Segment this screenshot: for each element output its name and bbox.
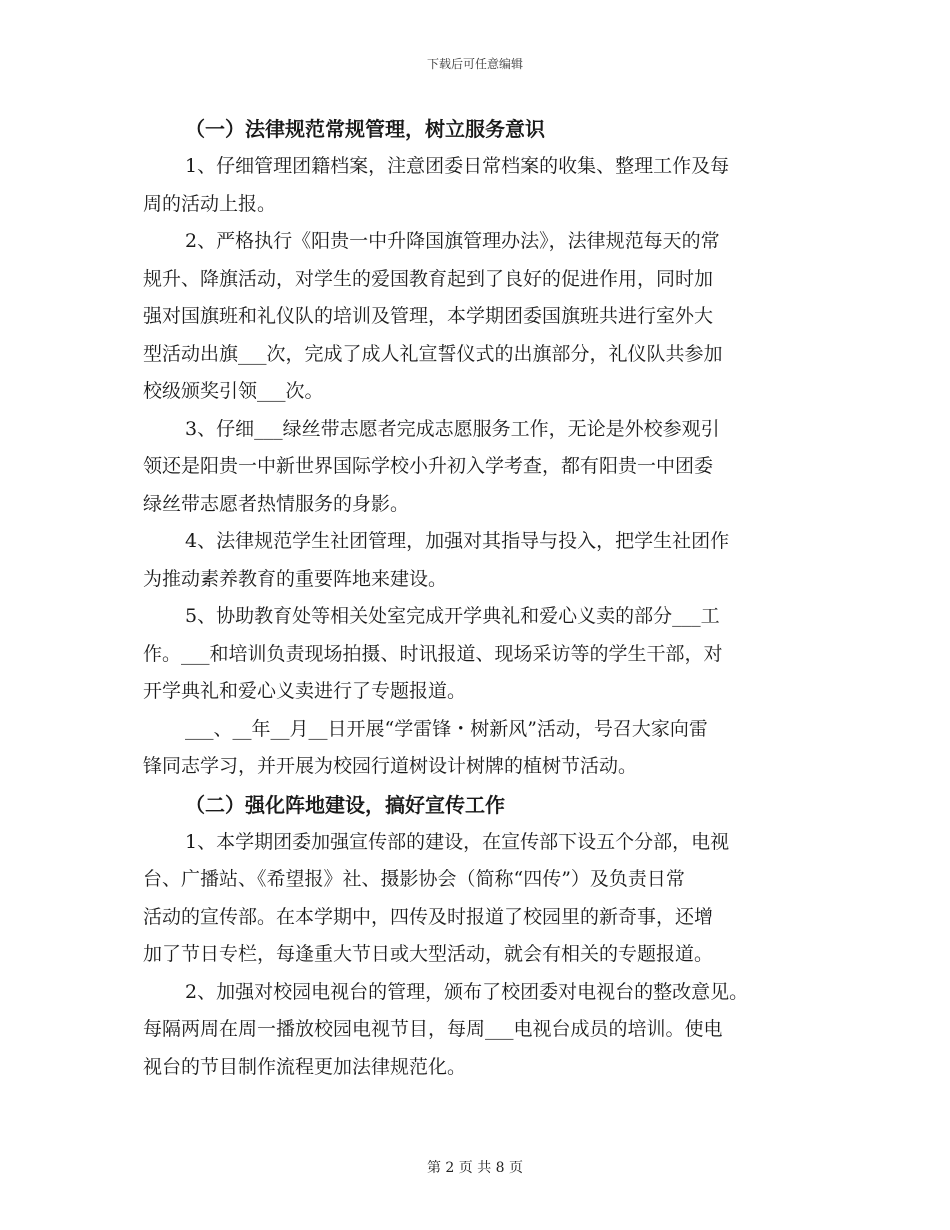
paragraph-line: 5、协助教育处等相关处室完成开学典礼和爱心义卖的部分___工 [185, 605, 720, 627]
paragraph-line: 视台的节目制作流程更加法律规范化。 [143, 1055, 467, 1078]
page-header: 下载后可任意编辑 [426, 57, 523, 71]
paragraph-line: 强对国旗班和礼仪队的培训及管理，本学期团委国旗班共进行室外大 [143, 305, 714, 327]
paragraph-line: 2、严格执行《阳贵一中升降国旗管理办法》，法律规范每天的常 [185, 230, 720, 252]
paragraph-line: 为推动素养教育的重要阵地来建设。 [143, 567, 448, 590]
paragraph [143, 411, 823, 524]
paragraph-line: 2、加强对校园电视台的管理，颁布了校团委对电视台的整改意见。 [185, 980, 749, 1003]
paragraph [143, 824, 823, 974]
paragraph [143, 711, 823, 786]
section-heading-2: （二）强化阵地建设，搞好宣传工作 [185, 792, 505, 817]
paragraph-line: 型活动出旗___次，完成了成人礼宣誓仪式的出旗部分，礼仪队共参加 [143, 342, 723, 365]
paragraph [143, 148, 823, 223]
document-body [143, 110, 823, 1086]
paragraph [143, 223, 823, 411]
paragraph-line: 绿丝带志愿者热情服务的身影。 [143, 492, 410, 515]
paragraph-line: 锋同志学习，并开展为校园行道树设计树牌的植树节活动。 [143, 755, 638, 777]
paragraph-line: 校级颁奖引领___次。 [143, 380, 324, 402]
paragraph-line: 规升、降旗活动，对学生的爱国教育起到了良好的促进作用，同时加 [143, 267, 714, 290]
paragraph-line: 1、本学期团委加强宣传部的建设，在宣传部下设五个分部，电视 [185, 830, 730, 853]
paragraph-line: 加了节日专栏，每逢重大节日或大型活动，就会有相关的专题报道。 [143, 943, 714, 965]
paragraph [143, 523, 823, 598]
section-1-body [143, 148, 823, 786]
paragraph-line: 活动的宣传部。在本学期中，四传及时报道了校园里的新奇事，还增 [143, 905, 714, 928]
page-footer: 第 2 页 共 8 页 [426, 1160, 524, 1176]
paragraph-line: 台、广播站、《希望报》社、摄影协会（简称“四传”）及负责日常 [143, 868, 685, 890]
paragraph-line: 周的活动上报。 [143, 192, 277, 215]
paragraph [143, 598, 823, 711]
section-heading-1: （一）法律规范常规管理，树立服务意识 [185, 117, 545, 141]
paragraph-line: 1、仔细管理团籍档案，注意团委日常档案的收集、整理工作及每 [185, 155, 730, 177]
paragraph-line: 领还是阳贵一中新世界国际学校小升初入学考查，都有阳贵一中团委 [143, 455, 714, 477]
paragraph [143, 974, 823, 1087]
paragraph-line: 作。___和培训负责现场拍摄、时讯报道、现场采访等的学生干部，对 [143, 642, 723, 665]
paragraph-line: 开学典礼和爱心义卖进行了专题报道。 [143, 680, 467, 702]
paragraph-line: 4、法律规范学生社团管理，加强对其指导与投入，把学生社团作 [185, 530, 730, 552]
paragraph-line: ___、__年__月__日开展“学雷锋・树新风”活动，号召大家向雷 [185, 717, 708, 740]
paragraph-line: 3、仔细___绿丝带志愿者完成志愿服务工作，无论是外校参观引 [185, 417, 720, 440]
paragraph-line: 每隔两周在周一播放校园电视节目，每周___电视台成员的培训。使电 [143, 1018, 723, 1040]
section-2-body [143, 824, 823, 1087]
